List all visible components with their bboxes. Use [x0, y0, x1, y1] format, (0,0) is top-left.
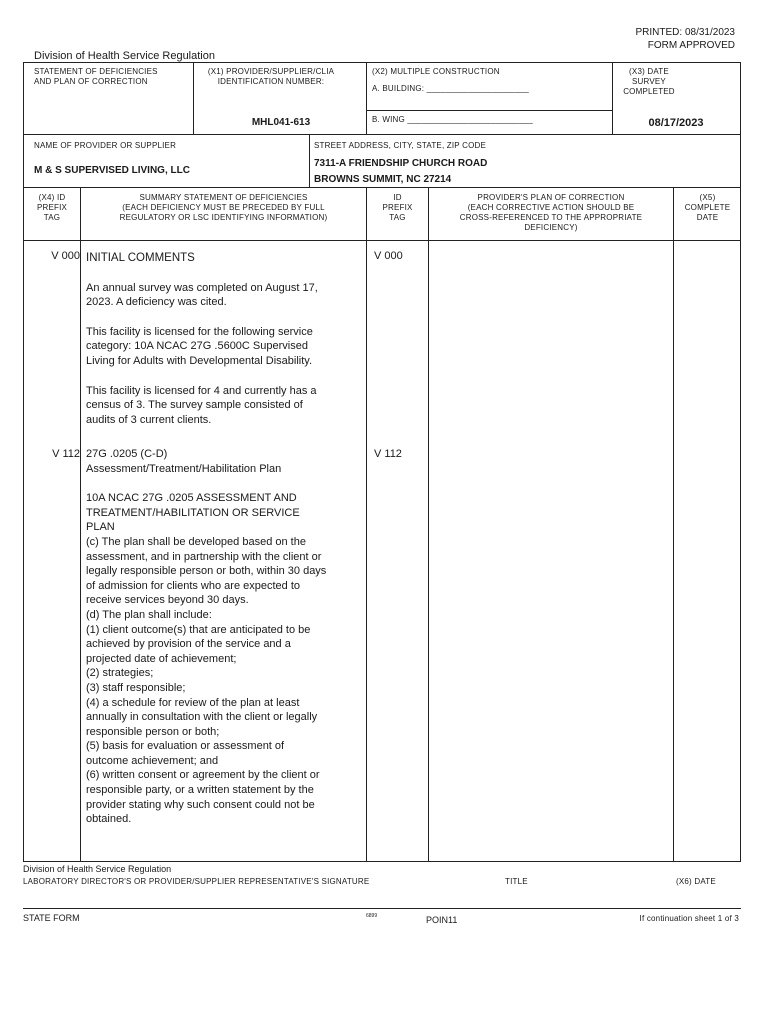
address-line-1: 7311-A FRIENDSHIP CHURCH ROAD [314, 158, 488, 169]
entry-id-tag: V 112 [374, 448, 402, 460]
paragraph: This facility is licensed for the following service category: 10A NCAC 27G .5600C Supervised Living for Adults with Developmental Disability. [86, 325, 313, 367]
entry-tag: V 000 [51, 250, 80, 262]
x1-label: (X1) PROVIDER/SUPPLIER/CLIA IDENTIFICATION NUMBER: [207, 67, 335, 86]
wing-label: B. WING ___________________________ [372, 115, 533, 124]
form-approved: FORM APPROVED [647, 40, 735, 51]
paragraph: An annual survey was completed on August 17, 2023. A deficiency was cited. [86, 281, 318, 309]
x2-label: (X2) MULTIPLE CONSTRUCTION [372, 67, 500, 76]
title-label: TITLE [505, 877, 528, 886]
summary-header: SUMMARY STATEMENT OF DEFICIENCIES (EACH DEFICIENCY MUST BE PRECEDED BY FULL REGULATORY OR LSC IDENTIFYING INFORMATION) [119, 193, 328, 222]
plan-header: PROVIDER'S PLAN OF CORRECTION (EACH CORRECTIVE ACTION SHOULD BE CROSS-REFERENCED TO THE APPROPRIATE DEFICIENCY) [459, 193, 643, 232]
paragraph: This facility is licensed for 4 and currently has a census of 3. The survey sample consisted of audits of 3 current clients. [86, 384, 317, 426]
provider-name: M & S SUPERVISED LIVING, LLC [34, 165, 190, 176]
x5-header: (X5) COMPLETE DATE [684, 193, 731, 222]
entry-text [86, 447, 364, 842]
continuation-sheet: If continuation sheet 1 of 3 [639, 914, 739, 923]
footer-division: Division of Health Service Regulation [23, 864, 172, 874]
id-header: ID PREFIX TAG [382, 193, 413, 222]
survey-date-value: 08/17/2023 [648, 117, 704, 129]
provider-label: NAME OF PROVIDER OR SUPPLIER [34, 141, 177, 150]
entry-tag: V 112 [52, 448, 80, 460]
event-id: POIN11 [426, 915, 458, 925]
address-label: STREET ADDRESS, CITY, STATE, ZIP CODE [314, 141, 487, 150]
address [314, 156, 487, 188]
division-title: Division of Health Service Regulation [34, 50, 215, 62]
paragraph: 27G .0205 (C-D) Assessment/Treatment/Habilitation Plan [86, 448, 282, 475]
provider-id-value: MHL041-613 [251, 117, 311, 128]
form-code: 6899 [366, 913, 378, 919]
address-line-2: BROWNS SUMMIT, NC 27214 [314, 174, 452, 185]
date-label: (X6) DATE [676, 877, 716, 886]
entry-id-tag: V 000 [374, 250, 403, 262]
state-form: STATE FORM [23, 913, 80, 923]
statement-label: STATEMENT OF DEFICIENCIES AND PLAN OF CORRECTION [34, 67, 158, 86]
x4-header: (X4) ID PREFIX TAG [36, 193, 68, 222]
signature-label: LABORATORY DIRECTOR'S OR PROVIDER/SUPPLIER REPRESENTATIVE'S SIGNATURE [23, 877, 370, 886]
print-info [636, 26, 736, 52]
paragraph: 10A NCAC 27G .0205 ASSESSMENT AND TREATMENT/HABILITATION OR SERVICE PLAN (c) The plan shall be developed based on the assessment, and in partnership with the client or legally responsible person or both, within 30 days of admission for clients who are expected to receive services beyond 30 days. (d) The plan shall include: (1) client outcome(s) that are anticipated to be achieved by provision of the service and a projected date of achievement; (2) strategies; (3) staff responsible; (4) a schedule for review of the plan at least annually in consultation with the client or legally responsible person or both; (5) basis for evaluation or assessment of outcome achievement; and (6) written consent or agreement by the client or responsible party, or a written statement by the provider stating why such consent could not be obtained. [86, 492, 327, 826]
x3-label: (X3) DATE SURVEY COMPLETED [623, 67, 675, 96]
printed-date: PRINTED: 08/31/2023 [635, 27, 735, 38]
building-label: A. BUILDING: ______________________ [372, 84, 529, 93]
entry-text [86, 251, 362, 442]
paragraph: INITIAL COMMENTS [86, 252, 195, 264]
